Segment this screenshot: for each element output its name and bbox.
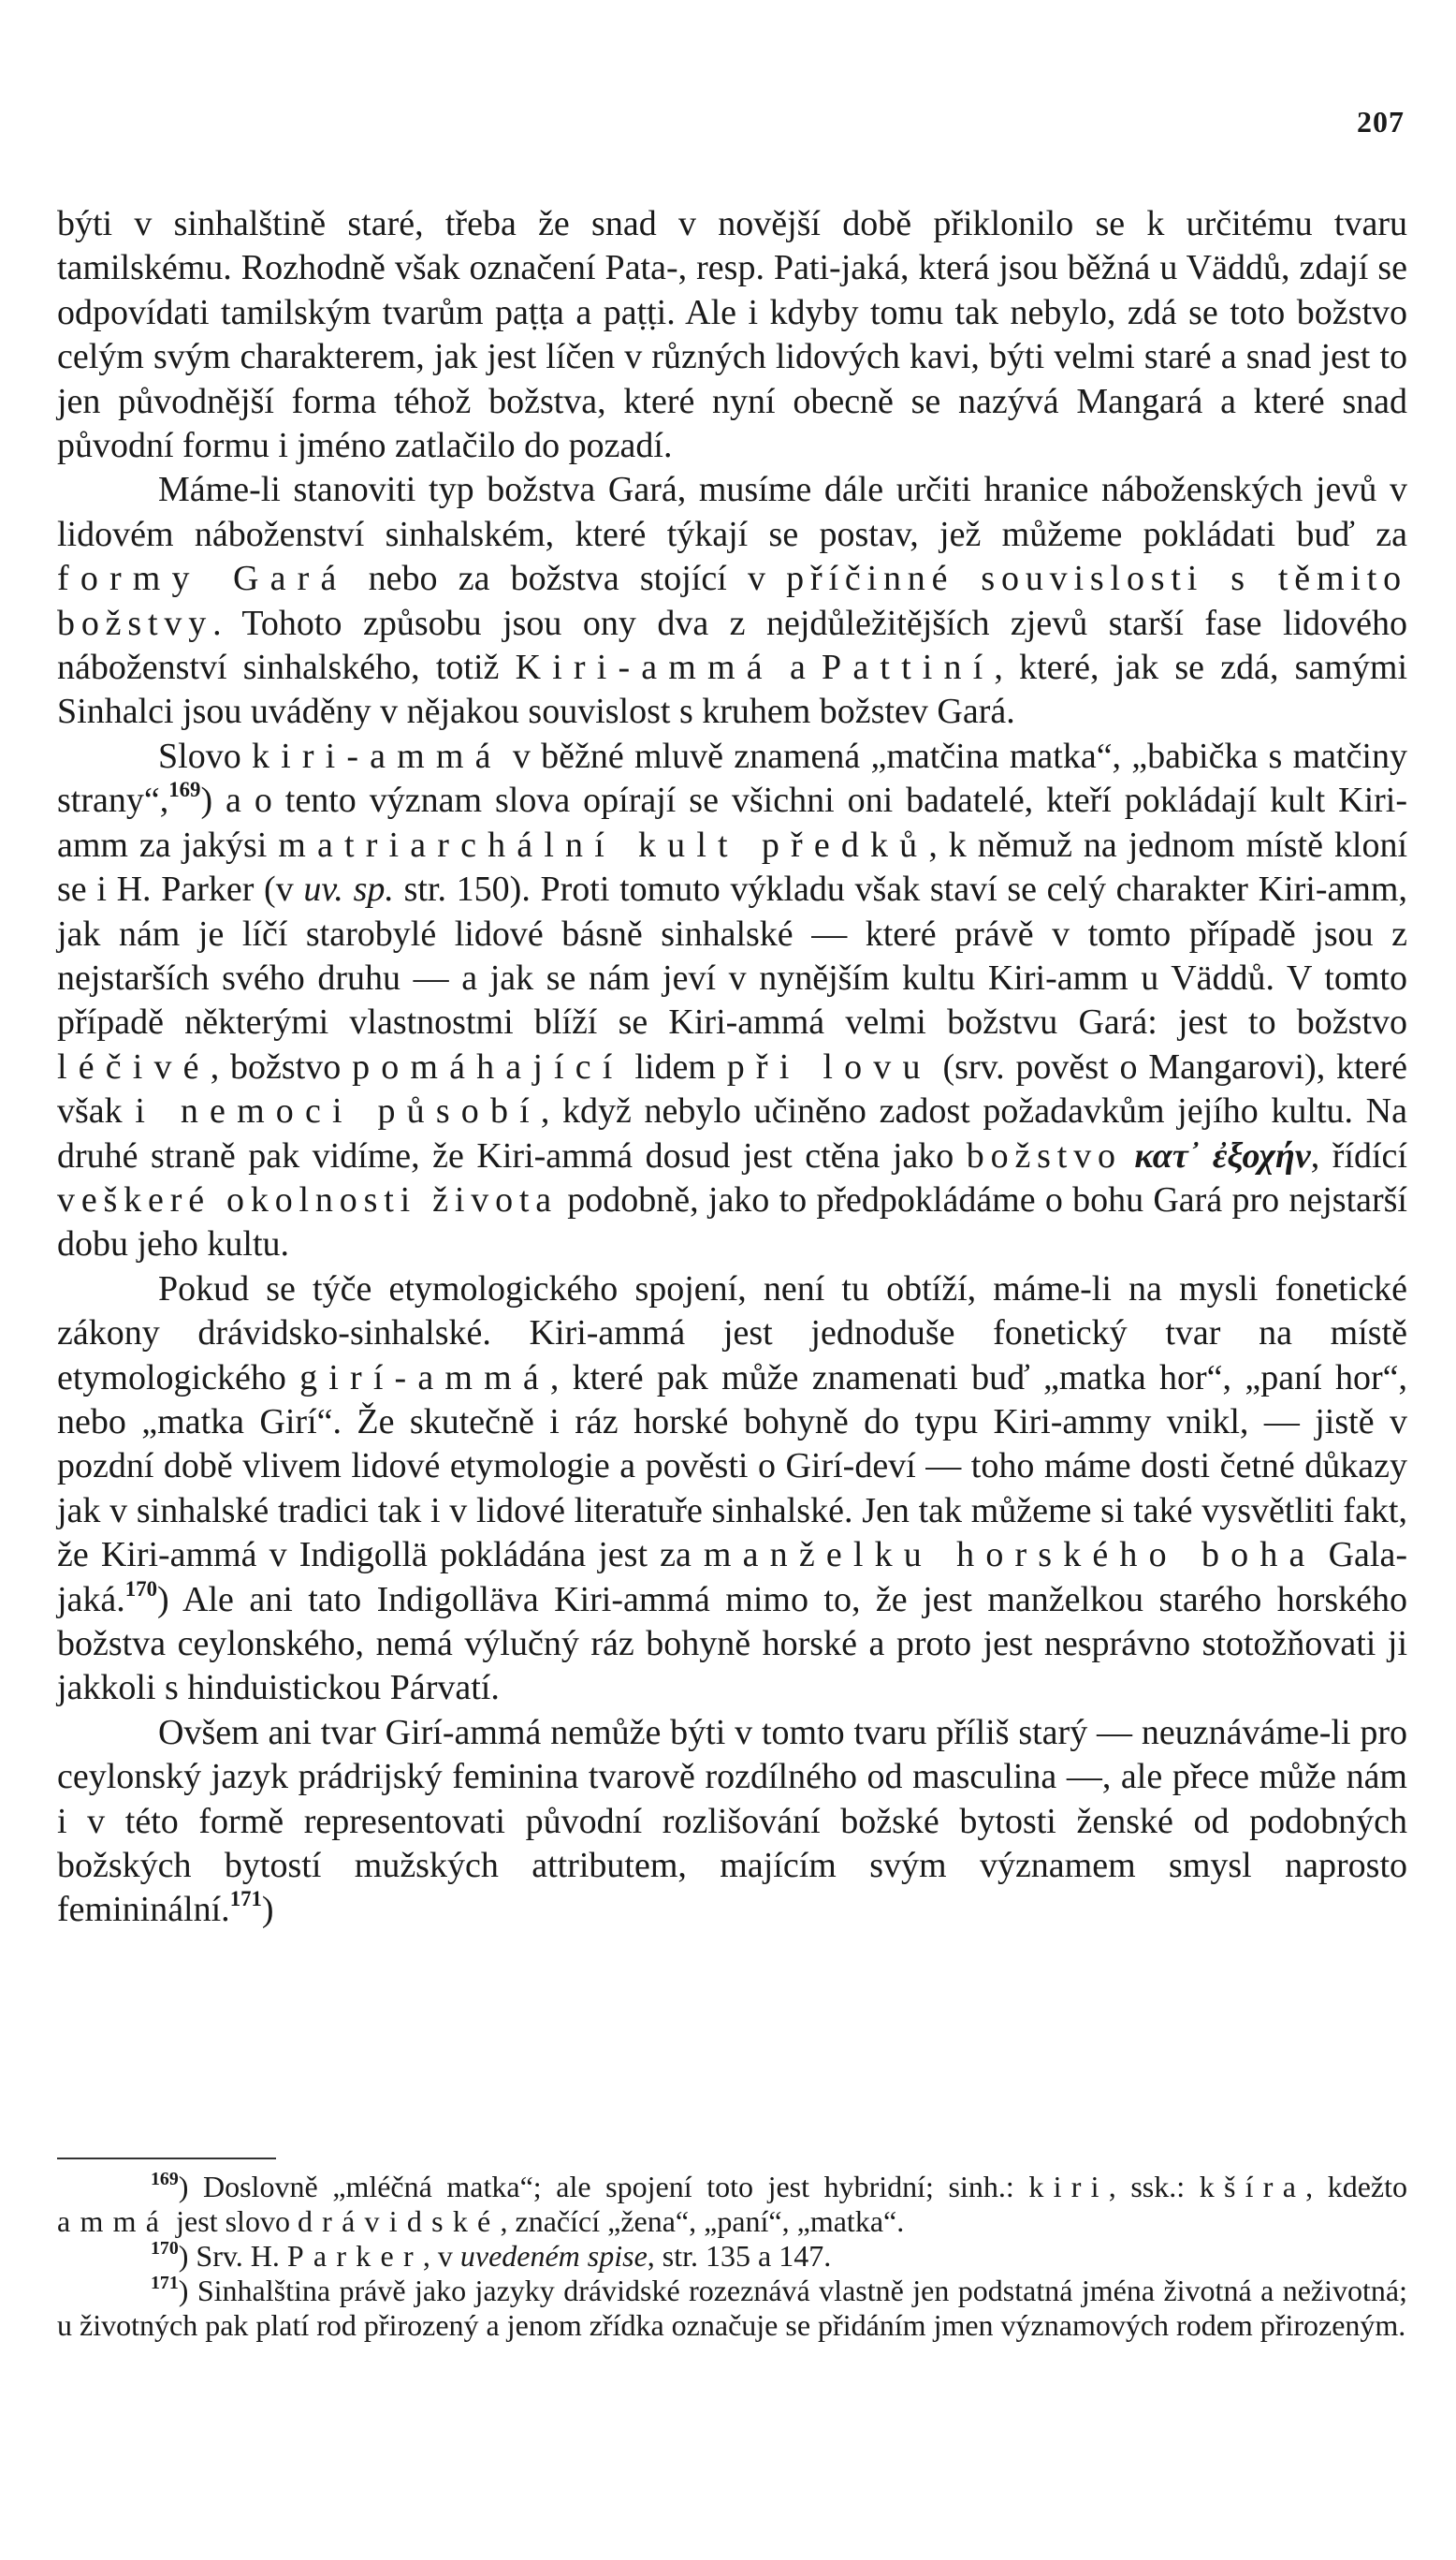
footnote-169 bbox=[57, 2170, 1407, 2239]
paragraph-1 bbox=[57, 202, 1407, 468]
page-number: 207 bbox=[1357, 105, 1405, 139]
text-run: ) Ale ani tato Indigolläva Kiri-ammá mimo to, že jest manželkou starého horského božstva ceylonského, nemá výlučný ráz bohyně horské a proto jest nesprávno stotožňovati ji jakkoli s hinduistickou Párvatí. bbox=[57, 1579, 1407, 1708]
text-run: , které, jak se zdá, samými Sinhalci jsou uváděny v nějakou souvislost s kruhem božstev Gará. bbox=[57, 648, 1407, 732]
spaced-emphasis: ammá bbox=[57, 2204, 169, 2238]
text-run: podobně, jako to předpokládáme o bohu Gará pro nejstarší dobu jeho kultu. bbox=[57, 1179, 1407, 1265]
spaced-emphasis: pomáhající bbox=[352, 1046, 624, 1087]
spaced-emphasis: drávidské bbox=[297, 2204, 501, 2238]
footnote-ref[interactable]: 171 bbox=[229, 1887, 262, 1911]
spaced-emphasis: i nemoci působí bbox=[135, 1091, 541, 1132]
footnote-171 bbox=[57, 2274, 1407, 2343]
text-run: ) Doslovně „mléčná matka“; ale spojení toto jest hybridní; sinh.: bbox=[178, 2170, 1029, 2203]
spaced-emphasis: formy Gará bbox=[57, 559, 348, 599]
footnote-170 bbox=[57, 2239, 1407, 2274]
text-run: ) Srv. H. bbox=[178, 2239, 287, 2273]
spaced-emphasis: kšíra bbox=[1199, 2170, 1306, 2203]
footnote-number: 169 bbox=[151, 2169, 179, 2190]
text-run: Máme-li stanoviti typ božstva Gará, musíme dále určiti hranice náboženských jevů v lidovém náboženství sinhalském, které týkají se postav, jež můžeme pokládati buď za bbox=[57, 470, 1407, 554]
greek-phrase: κατ᾽ ἐξοχήν bbox=[1121, 1135, 1311, 1176]
spaced-emphasis: Pattiní bbox=[822, 648, 995, 688]
footnote-ref[interactable]: 170 bbox=[124, 1576, 157, 1601]
text-run: Slovo bbox=[158, 736, 252, 776]
text-run: ) a o tento význam slova opírají se všichni oni badatelé, kteří pokládají kult Kiri-amm za jakýsi bbox=[57, 781, 1407, 865]
spaced-emphasis: matriarchální kult předků bbox=[278, 825, 929, 865]
paragraph-3 bbox=[57, 735, 1407, 1267]
text-run: , v bbox=[422, 2239, 460, 2273]
footnote-number: 171 bbox=[151, 2273, 179, 2294]
text-run: Gala-jaká. bbox=[57, 1535, 1407, 1619]
footnote-ref[interactable]: 169 bbox=[168, 778, 201, 802]
text-run: , které pak může znamenati buď „matka hor“, „paní hor“, nebo „matka Girí“. Že skutečně i ráz horské bohyně do typu Kiri-ammy vnikl, — jistě v pozdní době vlivem lidové etymologie a pověsti o Girí-deví — toho máme dosti četné důkazy jak v sinhalské tradici tak i v lidové literatuře sinhalské. Jen tak můžeme si také vysvětliti fakt, že Kiri-ammá v Indigollä pokládána jest za bbox=[57, 1357, 1407, 1575]
text-run: , str. 135 a 147. bbox=[647, 2239, 832, 2273]
spaced-emphasis: kiri-ammá bbox=[251, 736, 502, 776]
spaced-emphasis: veškeré okolnosti života bbox=[57, 1179, 559, 1220]
text-run: v běžné mluvě znamená „matčina matka“, „babička s matčiny strany“, bbox=[57, 736, 1407, 821]
spaced-emphasis: manželku horského boha bbox=[703, 1535, 1317, 1575]
text-run: ) bbox=[261, 1890, 274, 1930]
paragraph-2 bbox=[57, 468, 1407, 734]
text-run: , kdežto bbox=[1305, 2170, 1408, 2203]
text-run: , značící „žena“, „paní“, „matka“. bbox=[500, 2204, 905, 2238]
footnote-divider bbox=[57, 2158, 276, 2159]
text-run: býti v sinhalštině staré, třeba že snad v novější době přiklonilo se k určitému tvaru tamilskému. Rozhodně však označení Pata-, resp. Pati-jaká, která jsou běžná u Väddů, zdají se odpovídati tamilským tvarům paṭṭa a paṭṭi. Ale i kdyby tomu tak nebylo, zdá se toto božstvo celým svým charakterem, jak jest líčen v různých lidových kavi, býti velmi staré a snad jest to jen původnější forma téhož božstva, které nyní obecně se nazývá Mangará a které snad původní formu i jméno zatlačilo do pozadí. bbox=[57, 204, 1407, 466]
paragraph-5 bbox=[57, 1711, 1407, 1933]
text-run: , řídící bbox=[1310, 1135, 1407, 1176]
text-run: nebo za božstva stojící v bbox=[347, 559, 787, 599]
text-run: lidem bbox=[623, 1046, 727, 1087]
text-run: jest slovo bbox=[168, 2204, 298, 2238]
spaced-emphasis: girí-ammá bbox=[299, 1357, 550, 1397]
text-run: , ssk.: bbox=[1108, 2170, 1200, 2203]
spaced-emphasis: při lovu bbox=[726, 1046, 932, 1087]
spaced-emphasis: Kiri-ammá bbox=[515, 648, 774, 688]
main-text bbox=[57, 202, 1407, 1933]
spaced-emphasis: příčinné souvislosti s těmito božstvy bbox=[57, 559, 1408, 643]
spaced-emphasis: božstvo bbox=[966, 1135, 1122, 1176]
footnotes bbox=[57, 2170, 1407, 2343]
text-run: Pokud se týče etymologického spojení, není tu obtíží, máme-li na mysli fonetické zákony drávidsko-sinhalské. Kiri-ammá jest jednoduše fonetický tvar na místě etymologického bbox=[57, 1268, 1407, 1397]
italic-reference: uv. sp. bbox=[303, 870, 394, 910]
text-run: Ovšem ani tvar Girí-ammá nemůže býti v tomto tvaru příliš starý — neuznáváme-li pro ceylonský jazyk prádrijský feminina tvarově rozdílného od masculina —, ale přece může nám i v této formě representovati původní rozlišování božské bytosti ženské od podobných božských bytostí mužských attributem, majícím svým významem smysl naprosto femininální. bbox=[57, 1712, 1407, 1930]
text-run: a bbox=[773, 648, 823, 688]
text-run: . Tohoto způsobu jsou ony dva z nejdůležitějších zjevů starší fase lidového náboženství sinhalského, totiž bbox=[57, 603, 1407, 688]
text-run: , když nebylo učiněno zadost požadavkům jejího kultu. Na druhé straně pak vidíme, že Kiri-ammá dosud jest ctěna jako bbox=[57, 1091, 1407, 1176]
text-run: ) Sinhalština právě jako jazyky drávidské rozeznává vlastně jen podstatná jména životná a neživotná; u životných pak platí rod přirozený a jenom zřídka označuje se přidáním jmen významových rodem přirozeným. bbox=[57, 2274, 1407, 2342]
footnote-number: 170 bbox=[151, 2238, 179, 2260]
paragraph-4 bbox=[57, 1267, 1407, 1711]
spaced-emphasis: léčivé bbox=[57, 1046, 211, 1087]
spaced-emphasis: kiri bbox=[1028, 2170, 1109, 2203]
spaced-emphasis: Parker bbox=[286, 2239, 423, 2273]
italic-reference: uvedeném spise bbox=[459, 2239, 648, 2273]
text-run: (srv. pověst o Mangarovi), které však bbox=[57, 1046, 1407, 1132]
text-run: , božstvo bbox=[210, 1046, 353, 1087]
text-run: , k němuž na jednom místě kloní se i H. Parker (v bbox=[57, 825, 1407, 910]
text-run: str. 150). Proti tomuto výkladu však staví se celý charakter Kiri-amm, jak nám je líčí starobylé lidové básně sinhalské — které právě v tomto případě jsou z nejstarších svého druhu — a jak se nám jeví v nynějším kultu Kiri-amm u Väddů. V tomto případě některými vlastnostmi blíží se Kiri-ammá velmi božstvu Gará: jest to božstvo bbox=[57, 870, 1407, 1043]
